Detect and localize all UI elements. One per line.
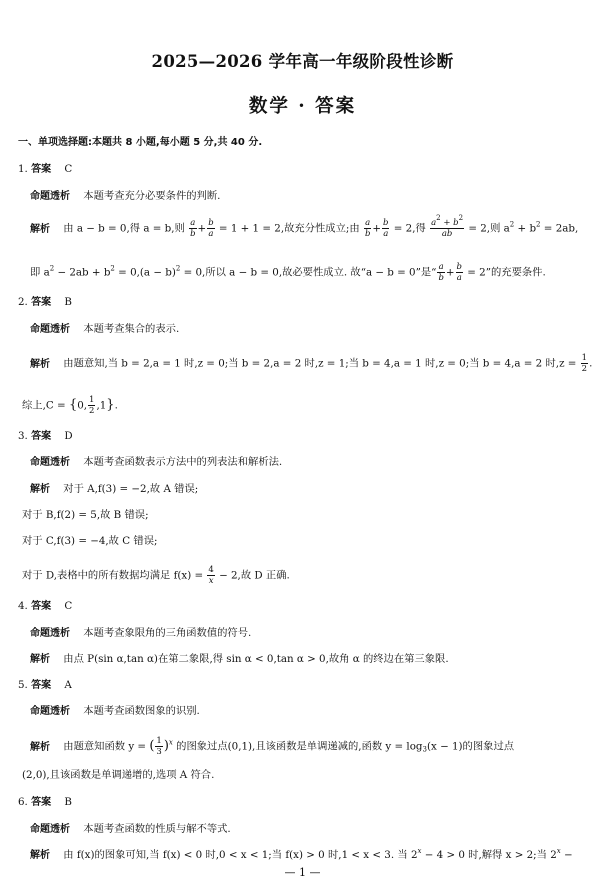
q3-analysis-line1 — [30, 482, 198, 497]
q5-insight-text: 本题考查函数图象的识别. — [83, 705, 200, 717]
q1-text-part: 由 a − b = 0,得 a = b,则 — [63, 222, 185, 235]
q1-insight-text: 本题考查充分必要条件的判断. — [83, 190, 221, 202]
q3-analysis-line2: 对于 B,f(2) = 5,故 B 错误; — [22, 509, 149, 521]
q4-answer-value: C — [64, 600, 73, 612]
q4-number: 4. — [18, 600, 28, 612]
q1-insight-label: 命题透析 — [30, 191, 70, 202]
q6-analysis-label: 解析 — [30, 850, 50, 861]
q2-insight-label: 命题透析 — [30, 324, 70, 335]
fraction-one-half: $\frac{1}{2}$ — [581, 353, 588, 374]
q2-number: 2. — [18, 296, 28, 308]
q6-analysis-line: 解析 由 f(x)的图象可知,当 f(x) < 0 时,0 < x < 1;当 f(x) > 0 时,1 < x < 3. 当 2$^x$ − 4 > 0 时,解得 x > 2;当 2$^x$ − — [30, 847, 573, 861]
q1-analysis-label: 解析 — [30, 223, 50, 235]
q2-analysis-line1: 解析 由题意知,当 b = 2,a = 1 时,z = 0;当 b = 2,a = 2 时,z = 1;当 b = 4,a = 1 时,z = 0;当 b = 4,a = 2 时,z = $\frac{1}{2}$ . — [30, 353, 593, 374]
q1-insight-line — [30, 189, 220, 204]
page-number: — 1 — — [284, 866, 321, 879]
q3-insight-line — [30, 455, 282, 470]
q2-answer-label: 答案 — [31, 297, 52, 308]
q2-insight-line — [30, 322, 179, 337]
q3-number: 3. — [18, 430, 28, 442]
q5-text-part: (x − 1)的图象过点 — [426, 740, 515, 753]
q2-text-part: 0, — [77, 399, 88, 412]
q1-answer-label: 答案 — [31, 164, 52, 175]
q5-answer-value: A — [64, 679, 72, 691]
q2-analysis-line2: 综上,C = {0, $\frac{1}{2}$ ,1}. — [22, 395, 118, 416]
q6-answer-label: 答案 — [31, 797, 52, 808]
q3-text-part: 对于 D,表格中的所有数据均满足 f(x) = — [22, 569, 204, 582]
paren-open: ( — [149, 738, 155, 754]
q6-insight-line — [30, 822, 231, 837]
fraction-sum-squares-over-ab: $\frac{a^2 + b^2}{ab}$ — [431, 214, 464, 239]
q5-insight-label: 命题透析 — [30, 706, 70, 717]
fraction-a-over-b: $\frac{a}{b}$ — [438, 262, 444, 283]
q4-answer-line — [18, 599, 72, 614]
q3-analysis-line4 — [22, 565, 290, 586]
q4-insight-line — [30, 626, 251, 641]
q5-insight-line — [30, 704, 200, 719]
q1-answer-line — [18, 162, 72, 177]
fraction-a-over-b: $\frac{a}{b}$ — [364, 218, 371, 239]
q5-answer-label: 答案 — [31, 680, 52, 691]
fraction-one-half: $\frac{1}{2}$ — [89, 395, 95, 416]
q3-answer-label: 答案 — [31, 431, 52, 442]
q4-answer-label: 答案 — [31, 601, 52, 612]
q1-analysis-line2: 即 $a^2 - 2ab + b^2 = 0,(a - b)^2 = 0$,所以 a − b = 0,故必要性成立. 故“a − b = 0”是“ $\frac{a}{b}$ + $\frac{b}{a}$ = 2”的充要条件. — [30, 262, 546, 283]
q2-analysis-label: 解析 — [30, 358, 50, 370]
q6-insight-text: 本题考查函数的性质与解不等式. — [83, 823, 231, 835]
q4-insight-label: 命题透析 — [30, 628, 70, 639]
q4-text-part: 由点 P(sin α,tan α)在第二象限,得 sin α < 0,tan α > 0,故角 α 的终边在第三象限. — [63, 653, 449, 665]
q2-text-part: ,1 — [96, 399, 107, 412]
q3-analysis-label: 解析 — [30, 484, 50, 495]
q5-analysis-label: 解析 — [30, 741, 50, 753]
q1-answer-value: C — [64, 163, 73, 175]
q1-text-part: = 2,得 — [393, 222, 426, 235]
q5-text-part: 由题意知函数 y = — [63, 740, 147, 753]
q2-text-part: 由题意知,当 b = 2,a = 1 时,z = 0;当 b = 2,a = 2 时,z = 1;当 b = 4,a = 1 时,z = 0;当 b = 4,a = 2 时,z = — [63, 357, 577, 370]
q6-insight-label: 命题透析 — [30, 824, 70, 835]
q6-text-part: − 4 > 0 时,解得 x > 2;当 2 — [424, 849, 557, 861]
q1-text-part: = 2,则 a — [468, 222, 510, 235]
q6-answer-value: B — [64, 796, 72, 808]
q3-insight-text: 本题考查函数表示方法中的列表法和解析法. — [83, 456, 283, 468]
q1-text-part: − 2ab + b — [57, 266, 111, 279]
q6-text-part: − — [563, 849, 573, 861]
page-subtitle: 数学 · 答案 — [248, 96, 357, 117]
set-brace-open: { — [68, 397, 78, 413]
q5-analysis-line1: 解析 由题意知函数 y = ( $\frac{1}{3}$ )$^x$ 的图象过点(0,1),且该函数是单调递减的,函数 $y = \log_3(x - 1)$的图象过点 — [30, 736, 515, 757]
q3-answer-line — [18, 429, 73, 444]
q1-number: 1. — [18, 163, 28, 175]
q4-analysis-label: 解析 — [30, 654, 50, 665]
fraction-four-over-x: $\frac{4}{x}$ — [208, 565, 214, 586]
q3-answer-value: D — [64, 430, 73, 442]
q1-text-part: + b — [517, 222, 537, 235]
q5-text-part: 的图象过点(0,1),且该函数是单调递减的,函数 y = log — [176, 740, 423, 753]
q3-text-part: − 2,故 D 正确. — [219, 569, 290, 582]
q2-text-part: 综上,C = — [22, 399, 66, 412]
q1-text-part: = 0,所以 a − b = 0,故必要性成立. 故“a − b = 0”是“ — [183, 266, 437, 279]
q5-number: 5. — [18, 679, 28, 691]
fraction-a-over-b: $\frac{a}{b}$ — [190, 218, 196, 239]
q1-analysis-line1: 解析 由 a − b = 0,得 a = b,则 $\frac{a}{b}$ + $\frac{b}{a}$ = 1 + 1 = 2,故充分性成立;由 $\frac{a}{b}$ + $\frac{b}{a}$ = 2,得 $\frac{a^2 + b^2}{ab}$ = 2,则 $a^2 + b^2 = 2ab$, — [30, 214, 579, 239]
q2-answer-value: B — [64, 296, 72, 308]
q1-text-part: = 0,(a − b) — [118, 266, 176, 279]
q3-insight-label: 命题透析 — [30, 457, 70, 468]
q2-insight-text: 本题考查集合的表示. — [83, 323, 180, 335]
q1-text-part: = 1 + 1 = 2,故充分性成立;由 — [218, 222, 360, 235]
q6-answer-line — [18, 795, 72, 810]
q1-text-part: = 2ab, — [543, 222, 579, 235]
set-brace-close: } — [106, 397, 115, 413]
q5-analysis-line2: (2,0),且该函数是单调递增的,选项 A 符合. — [22, 769, 215, 781]
paren-close: ) — [163, 738, 169, 754]
q6-text-part: 由 f(x)的图象可知,当 f(x) < 0 时,0 < x < 1;当 f(x) > 0 时,1 < x < 3. 当 2 — [63, 849, 418, 861]
q2-answer-line — [18, 295, 72, 310]
section-heading: 一、单项选择题:本题共 8 小题,每小题 5 分,共 40 分. — [18, 137, 263, 148]
q5-answer-line — [18, 678, 72, 693]
q6-number: 6. — [18, 796, 28, 808]
q1-text-part: 即 a — [30, 266, 50, 279]
fraction-b-over-a: $\frac{b}{a}$ — [383, 218, 389, 239]
page-title: 2025—2026 学年高一年级阶段性诊断 — [151, 52, 454, 71]
q3-analysis-line3: 对于 C,f(3) = −4,故 C 错误; — [22, 535, 158, 547]
fraction-one-third: $\frac{1}{3}$ — [156, 736, 162, 757]
fraction-b-over-a: $\frac{b}{a}$ — [208, 218, 214, 239]
q4-analysis-line — [30, 652, 449, 667]
fraction-b-over-a: $\frac{b}{a}$ — [456, 262, 462, 283]
q3-text-part: 对于 A,f(3) = −2,故 A 错误; — [63, 483, 199, 495]
q1-text-part: = 2”的充要条件. — [467, 266, 546, 279]
q4-insight-text: 本题考查象限角的三角函数值的符号. — [83, 627, 252, 639]
